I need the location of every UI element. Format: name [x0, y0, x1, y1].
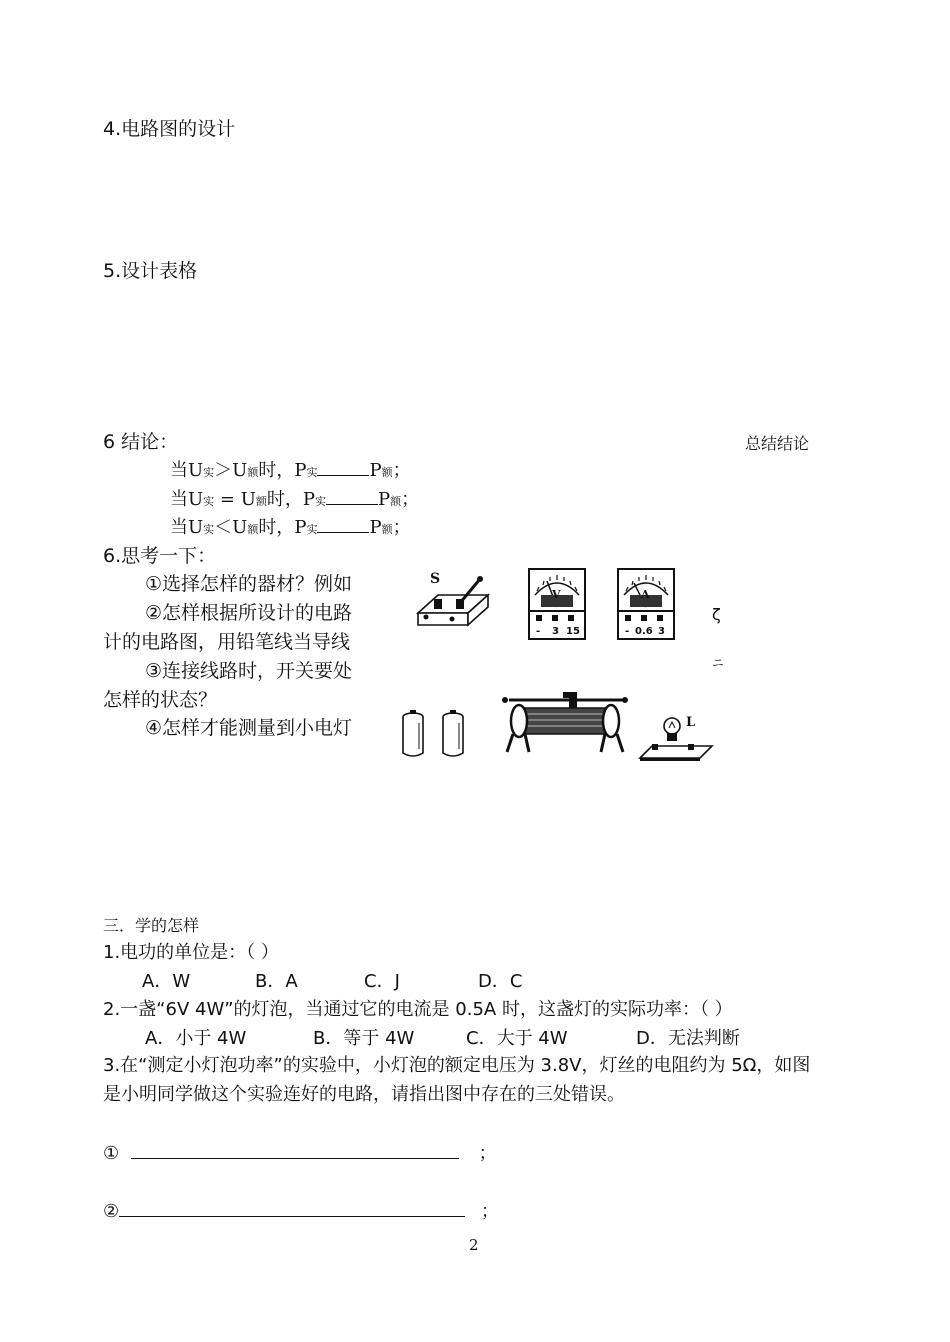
part-3-title: 三．学的怎样 — [103, 916, 200, 935]
conclusion-row-2: 当U实 = U额时，P实 P额； — [170, 489, 420, 510]
answer-blank[interactable] — [317, 516, 369, 533]
think-line-5: 怎样的状态？ — [103, 689, 218, 711]
conclusion-row-3: 当U实＜U额时，P实 P额； — [170, 517, 411, 538]
think-line-3: 计的电路图，用铅笔线当导线 — [103, 631, 351, 653]
voltmeter-terminal: - — [536, 626, 541, 637]
question-1: 1.电功的单位是：（ ） — [103, 942, 279, 963]
section-5-title: 5.设计表格 — [103, 260, 198, 282]
q1-option-c[interactable]: C．J — [364, 971, 400, 992]
lamp-label: L — [686, 715, 696, 730]
section-4-title: 4.电路图的设计 — [103, 118, 236, 140]
conclusion-row-1: 当U实＞U额时，P实 P额； — [170, 460, 411, 481]
side-note: 总结结论 — [745, 434, 810, 453]
think-line-6: ④怎样才能测量到小电灯 — [145, 717, 353, 739]
q1-option-b[interactable]: B．A — [255, 971, 298, 992]
ammeter-label: A — [641, 588, 650, 601]
q1-option-a[interactable]: A．W — [142, 971, 191, 992]
ammeter-terminal: 0.6 — [635, 626, 653, 637]
think-line-4: ③连接线路时，开关要处 — [145, 660, 353, 682]
answer-blank[interactable] — [326, 488, 378, 505]
voltmeter-label: V — [552, 588, 561, 601]
question-3-line-1: 3.在“测定小灯泡功率”的实验中，小灯泡的额定电压为 3.8V，灯丝的电阻约为 5Ω，如图 — [103, 1055, 811, 1076]
q2-option-d[interactable]: D．无法判断 — [636, 1028, 740, 1049]
question-2: 2.一盏“6V 4W”的灯泡，当通过它的电流是 0.5A 时，这盏灯的实际功率：（ ） — [103, 999, 733, 1020]
rheostat-picture — [499, 690, 629, 758]
knife-switch-picture — [412, 567, 490, 633]
answer-line-2: ② ； — [103, 1198, 499, 1224]
answer-blank-1[interactable] — [131, 1140, 459, 1159]
lamp-picture — [636, 710, 714, 762]
ammeter-picture — [616, 567, 678, 643]
ammeter-terminal: 3 — [658, 626, 665, 637]
switch-label: S — [430, 571, 441, 587]
question-3-line-2: 是小明同学做这个实验连好的电路，请指出图中存在的三处错误。 — [103, 1084, 625, 1105]
think-line-1: ①选择怎样的器材？例如 — [145, 573, 353, 595]
ammeter-terminal: - — [625, 626, 630, 637]
section-6-title: 6 结论： — [103, 431, 179, 453]
answer-blank[interactable] — [317, 459, 369, 476]
q2-option-c[interactable]: C．大于 4W — [466, 1028, 568, 1049]
q2-option-b[interactable]: B．等于 4W — [313, 1028, 415, 1049]
q2-option-a[interactable]: A．小于 4W — [145, 1028, 247, 1049]
think-title: 6.思考一下： — [103, 545, 217, 567]
voltmeter-picture — [527, 567, 589, 643]
cropped-fragment-1: ζ — [712, 605, 721, 624]
think-line-2: ②怎样根据所设计的电路 — [145, 602, 353, 624]
answer-blank-2[interactable] — [119, 1198, 465, 1217]
voltmeter-terminal: 15 — [566, 626, 580, 637]
voltmeter-terminal: 3 — [552, 626, 559, 637]
cropped-fragment-2: ニ — [712, 656, 725, 670]
answer-line-1: ① ； — [103, 1140, 497, 1166]
q1-option-d[interactable]: D．C — [478, 971, 523, 992]
page-number: 2 — [469, 1236, 479, 1254]
batteries-picture — [399, 707, 471, 759]
